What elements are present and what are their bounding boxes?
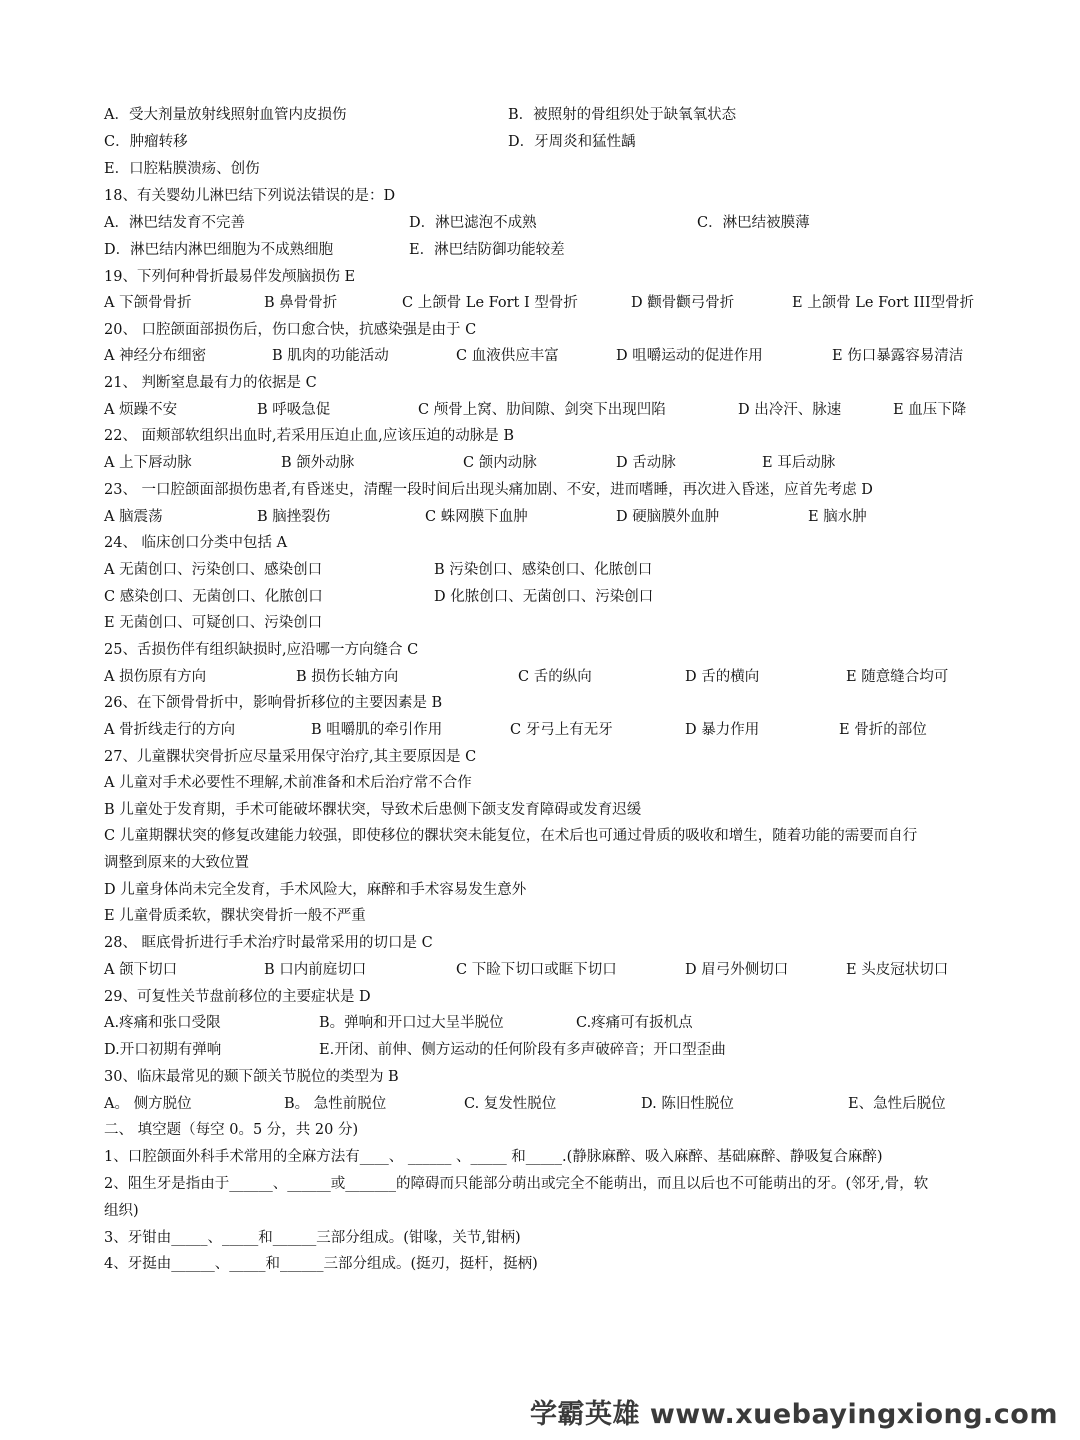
answer-option: B 污染创口、感染创口、化脓创口	[434, 562, 653, 578]
answer-option: B 损伤长轴方向	[296, 669, 399, 685]
text-line: 27、儿童髁状突骨折应尽量采用保守治疗,其主要原因是 C	[104, 749, 477, 765]
answer-option: A.疼痛和张口受限	[104, 1015, 221, 1031]
text-line: 29、可复性关节盘前移位的主要症状是 D	[104, 989, 371, 1005]
answer-option: D 硬脑膜外血肿	[616, 509, 720, 525]
text-line: 23、 一口腔颌面部损伤患者,有昏迷史，清醒一段时间后出现头痛加剧、不安，进而嗜睡，再次进入昏迷，应首先考虑 D	[104, 482, 873, 498]
text-line: 调整到原来的大致位置	[104, 855, 249, 871]
text-line: E 儿童骨质柔软，髁状突骨折一般不严重	[104, 908, 366, 924]
text-line: E 无菌创口、可疑创口、污染创口	[104, 615, 323, 631]
answer-option: B．被照射的骨组织处于缺氧氧状态	[508, 107, 737, 123]
answer-option: A 神经分布细密	[104, 348, 207, 364]
text-line: 3、牙钳由_____、_____和______三部分组成。(钳喙，关节,钳柄)	[104, 1230, 521, 1246]
answer-option: B。弹响和开口过大呈半脱位	[319, 1015, 504, 1031]
text-line: B 儿童处于发育期，手术可能破坏髁状突，导致术后患侧下颌支发育障碍或发育迟缓	[104, 802, 642, 818]
answer-option: D．牙周炎和猛性龋	[508, 134, 636, 150]
answer-option: A。 侧方脱位	[104, 1096, 192, 1112]
answer-option: D 舌动脉	[616, 455, 676, 471]
text-line: 21、 判断窒息最有力的依据是 C	[104, 375, 317, 391]
text-line: 26、在下颌骨骨折中，影响骨折移位的主要因素是 B	[104, 695, 443, 711]
answer-option: C 颌内动脉	[463, 455, 537, 471]
text-line: 二、 填空题（每空 0。5 分，共 20 分)	[104, 1122, 359, 1138]
text-line: E．口腔粘膜溃疡、创伤	[104, 161, 260, 177]
answer-option: D 眉弓外侧切口	[685, 962, 789, 978]
answer-option: A 上下唇动脉	[104, 455, 192, 471]
answer-option: C 蛛网膜下血肿	[425, 509, 528, 525]
answer-option: B 咀嚼肌的牵引作用	[311, 722, 443, 738]
text-line: 18、有关婴幼儿淋巴结下列说法错误的是：D	[104, 188, 396, 204]
answer-option: B 脑挫裂伤	[257, 509, 331, 525]
answer-option: A．淋巴结发育不完善	[104, 215, 245, 231]
answer-option: E 血压下降	[893, 402, 967, 418]
answer-option: D. 陈旧性脱位	[641, 1096, 734, 1112]
site-watermark: 学霸英雄 www.xuebayingxiong.com	[529, 1399, 1058, 1430]
answer-option: B 颌外动脉	[281, 455, 355, 471]
text-line: 20、 口腔颌面部损伤后，伤口愈合快，抗感染强是由于 C	[104, 322, 477, 338]
answer-option: B 肌肉的功能活动	[272, 348, 389, 364]
answer-option: C 颅骨上窝、肋间隙、剑突下出现凹陷	[418, 402, 666, 418]
text-line: 30、临床最常见的颞下颌关节脱位的类型为 B	[104, 1069, 399, 1085]
answer-option: D 颧骨颧弓骨折	[631, 295, 735, 311]
text-line: A 儿童对手术必要性不理解,术前准备和术后治疗常不合作	[104, 775, 472, 791]
answer-option: E 随意缝合均可	[846, 669, 949, 685]
answer-option: C 舌的纵向	[518, 669, 592, 685]
answer-option: B 呼吸急促	[257, 402, 331, 418]
answer-option: D 咀嚼运动的促进作用	[616, 348, 763, 364]
answer-option: E.开闭、前伸、侧方运动的任何阶段有多声破碎音；开口型歪曲	[319, 1042, 726, 1058]
text-line: 1、口腔颌面外科手术常用的全麻方法有____、 ______ 、_____ 和_____.(静脉麻醉、吸入麻醉、基础麻醉、静吸复合麻醉)	[104, 1149, 883, 1165]
answer-option: A 无菌创口、污染创口、感染创口	[104, 562, 323, 578]
answer-option: C 牙弓上有无牙	[510, 722, 613, 738]
answer-option: E 耳后动脉	[762, 455, 836, 471]
answer-option: E 头皮冠状切口	[846, 962, 949, 978]
text-line: 2、阻生牙是指由于______、______或_______的障碍而只能部分萌出或完全不能萌出，而且以后也不可能萌出的牙。(邻牙,骨，软	[104, 1176, 929, 1192]
answer-option: D．淋巴结内淋巴细胞为不成熟细胞	[104, 242, 334, 258]
answer-option: C 上颌骨 Le Fort I 型骨折	[402, 295, 578, 311]
text-line: 组织)	[104, 1203, 139, 1219]
text-line: 25、舌损伤伴有组织缺损时,应沿哪一方向缝合 C	[104, 642, 419, 658]
answer-option: A 下颌骨骨折	[104, 295, 192, 311]
text-line: 24、 临床创口分类中包括 A	[104, 535, 288, 551]
answer-option: D 化脓创口、无菌创口、污染创口	[434, 589, 654, 605]
answer-option: E．淋巴结防御功能较差	[409, 242, 565, 258]
answer-option: B 鼻骨骨折	[264, 295, 338, 311]
answer-option: E 上颌骨 Le Fort III型骨折	[792, 295, 975, 311]
answer-option: B 口内前庭切口	[264, 962, 367, 978]
answer-option: A．受大剂量放射线照射血管内皮损伤	[104, 107, 347, 123]
answer-option: A 颌下切口	[104, 962, 178, 978]
answer-option: A 骨折线走行的方向	[104, 722, 236, 738]
answer-option: E 脑水肿	[808, 509, 867, 525]
answer-option: C 感染创口、无菌创口、化脓创口	[104, 589, 323, 605]
answer-option: C. 复发性脱位	[464, 1096, 557, 1112]
answer-option: C．淋巴结被膜薄	[697, 215, 810, 231]
text-line: D 儿童身体尚未完全发育，手术风险大，麻醉和手术容易发生意外	[104, 882, 527, 898]
answer-option: E 伤口暴露容易清洁	[832, 348, 964, 364]
answer-option: A 脑震荡	[104, 509, 163, 525]
text-line: 4、牙挺由______、_____和______三部分组成。(挺刃，挺杆，挺柄)	[104, 1256, 538, 1272]
answer-option: C．肿瘤转移	[104, 134, 188, 150]
answer-option: C 血液供应丰富	[456, 348, 559, 364]
answer-option: E、急性后脱位	[848, 1096, 946, 1112]
answer-option: D．淋巴滤泡不成熟	[409, 215, 537, 231]
text-line: 28、 眶底骨折进行手术治疗时最常采用的切口是 C	[104, 935, 433, 951]
text-line: 22、 面颊部软组织出血时,若采用压迫止血,应该压迫的动脉是 B	[104, 428, 515, 444]
answer-option: A 损伤原有方向	[104, 669, 207, 685]
answer-option: E 骨折的部位	[839, 722, 927, 738]
answer-option: C 下睑下切口或眶下切口	[456, 962, 617, 978]
answer-option: D 暴力作用	[685, 722, 760, 738]
answer-option: D 舌的横向	[685, 669, 760, 685]
answer-option: A 烦躁不安	[104, 402, 178, 418]
text-line: C 儿童期髁状突的修复改建能力较强，即使移位的髁状突未能复位，在术后也可通过骨质的吸收和增生，随着功能的需要而自行	[104, 828, 918, 844]
answer-option: B。 急性前脱位	[284, 1096, 387, 1112]
answer-option: D.开口初期有弹响	[104, 1042, 222, 1058]
answer-option: C.疼痛可有扳机点	[576, 1015, 693, 1031]
text-line: 19、下列何种骨折最易伴发颅脑损伤 E	[104, 269, 356, 285]
answer-option: D 出冷汗、脉速	[738, 402, 842, 418]
